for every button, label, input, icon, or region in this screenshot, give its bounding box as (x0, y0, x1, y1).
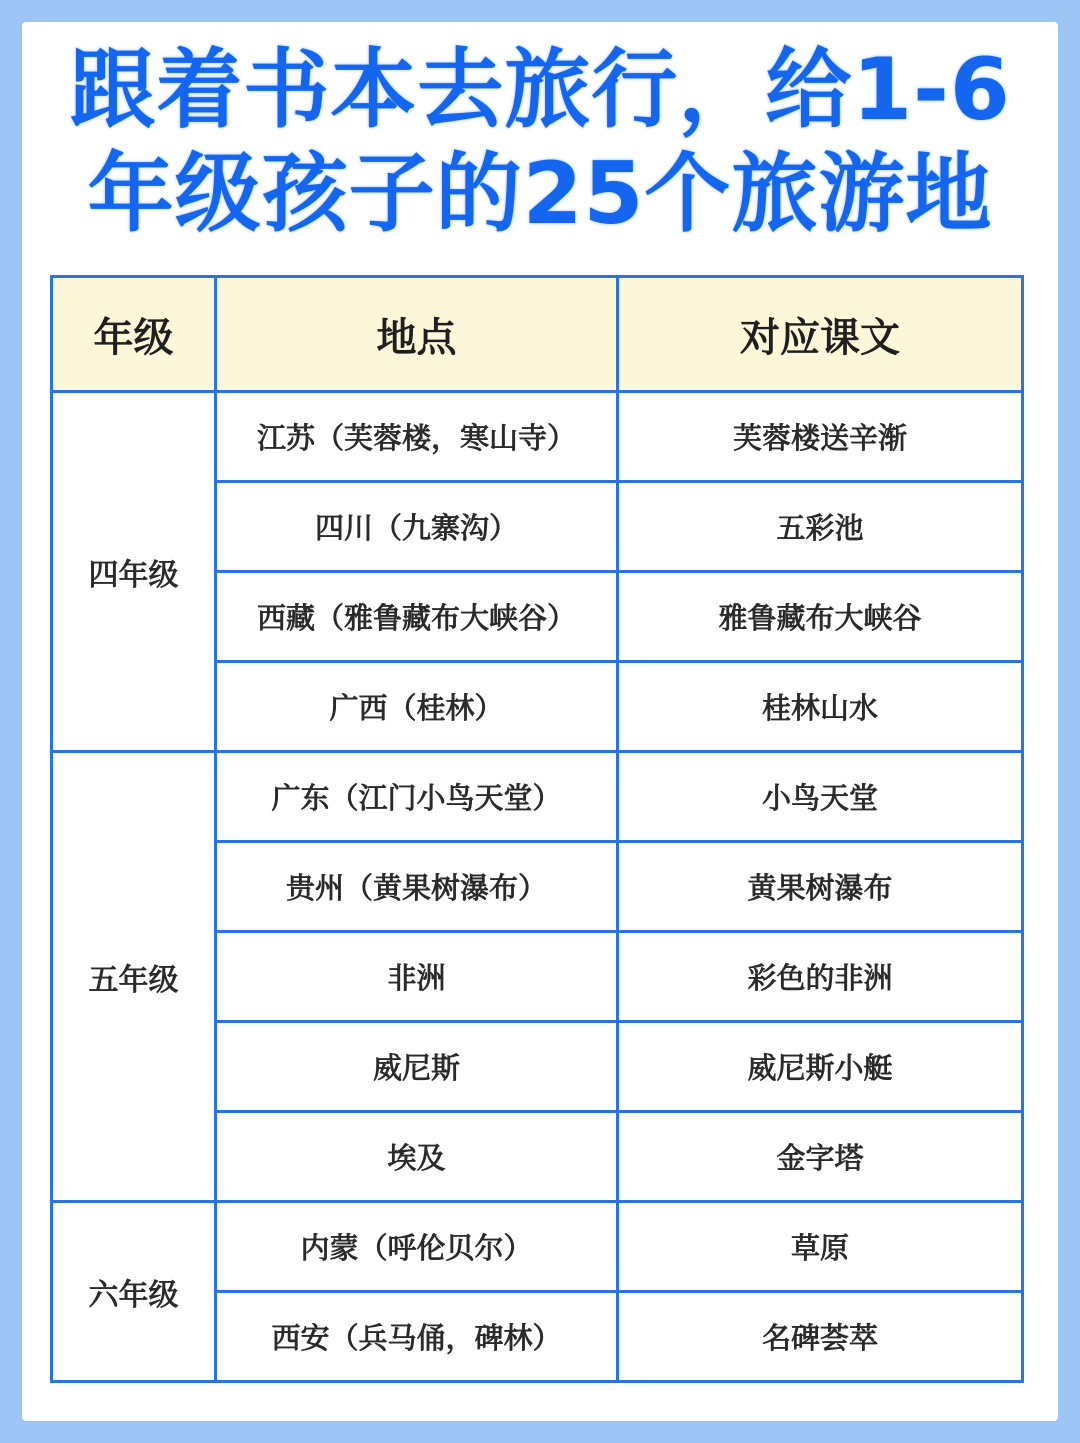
place-cell: 江苏（芙蓉楼，寒山寺） (216, 392, 618, 482)
place-cell: 广西（桂林） (216, 662, 618, 752)
title-line-1: 跟着书本去旅行，给1-6 (69, 40, 1011, 140)
header-lesson: 对应课文 (618, 277, 1023, 392)
place-cell: 四川（九寨沟） (216, 482, 618, 572)
table-row (52, 752, 1023, 842)
lesson-cell: 威尼斯小艇 (618, 1022, 1023, 1112)
header-place: 地点 (216, 277, 618, 392)
place-cell: 贵州（黄果树瀑布） (216, 842, 618, 932)
lesson-cell: 桂林山水 (618, 662, 1023, 752)
place-cell: 威尼斯 (216, 1022, 618, 1112)
table-row (52, 392, 1023, 482)
lesson-cell: 芙蓉楼送辛渐 (618, 392, 1023, 482)
lesson-cell: 雅鲁藏布大峡谷 (618, 572, 1023, 662)
table-header-row (52, 277, 1023, 392)
place-cell: 西藏（雅鲁藏布大峡谷） (216, 572, 618, 662)
place-cell: 西安（兵马俑，碑林） (216, 1292, 618, 1382)
lesson-cell: 名碑荟萃 (618, 1292, 1023, 1382)
place-cell: 非洲 (216, 932, 618, 1022)
place-cell: 埃及 (216, 1112, 618, 1202)
lesson-cell: 五彩池 (618, 482, 1023, 572)
header-grade: 年级 (52, 277, 216, 392)
page-title (22, 38, 1058, 246)
lesson-cell: 彩色的非洲 (618, 932, 1023, 1022)
table-row (52, 1202, 1023, 1292)
lesson-cell: 小鸟天堂 (618, 752, 1023, 842)
lesson-cell: 金字塔 (618, 1112, 1023, 1202)
lesson-cell: 黄果树瀑布 (618, 842, 1023, 932)
title-line-2: 年级孩子的25个旅游地 (87, 144, 993, 244)
lesson-cell: 草原 (618, 1202, 1023, 1292)
grade-cell: 五年级 (52, 752, 216, 1202)
destinations-table (50, 275, 1024, 1383)
place-cell: 广东（江门小鸟天堂） (216, 752, 618, 842)
place-cell: 内蒙（呼伦贝尔） (216, 1202, 618, 1292)
grade-cell: 六年级 (52, 1202, 216, 1382)
grade-cell: 四年级 (52, 392, 216, 752)
